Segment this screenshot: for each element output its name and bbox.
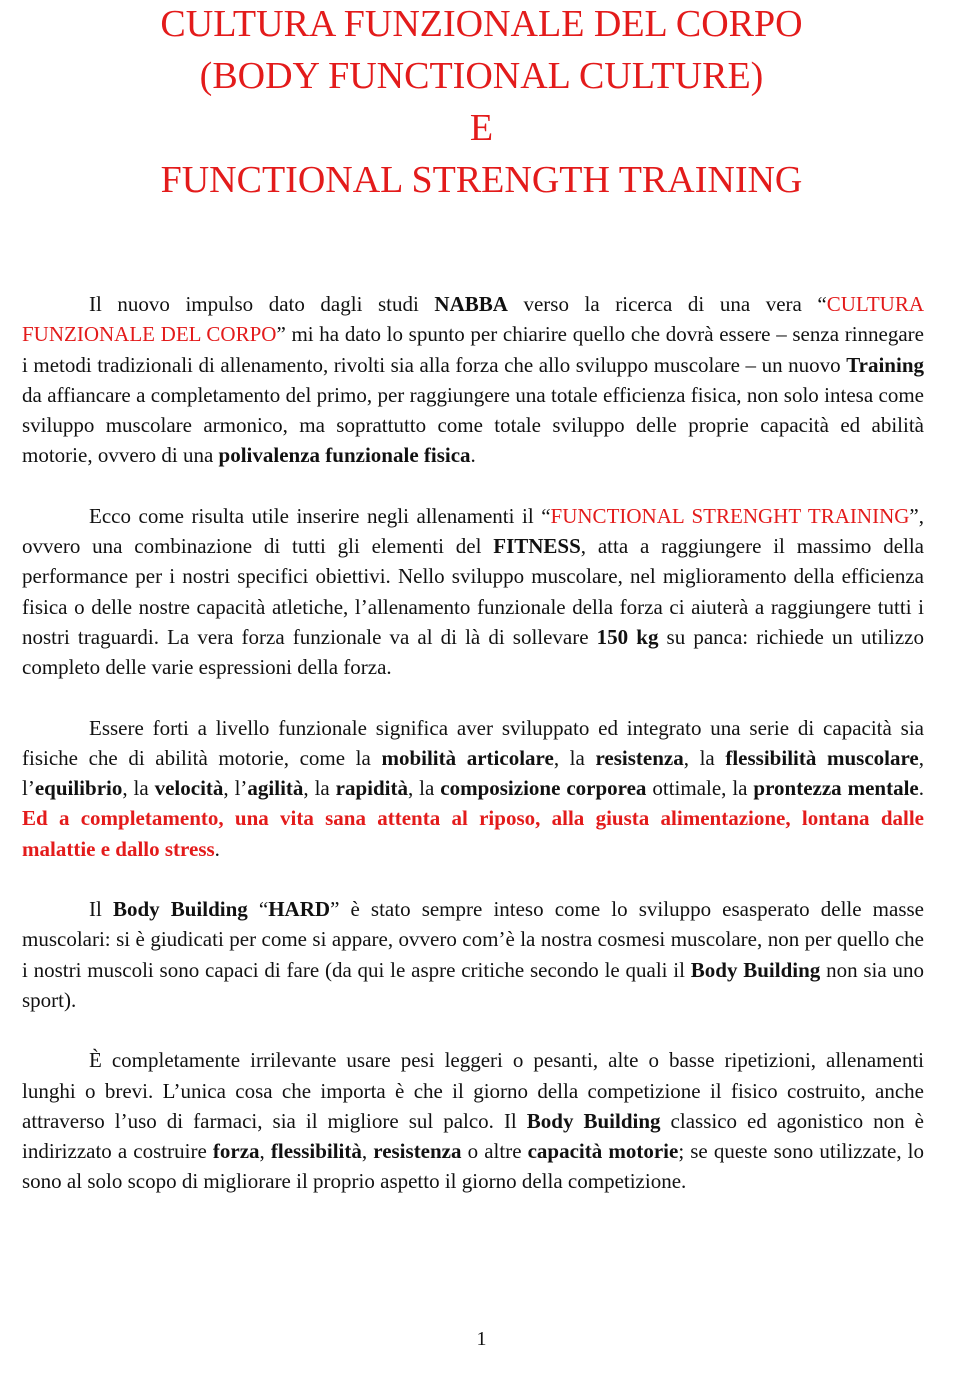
text-span: .: [470, 443, 476, 468]
bold-text: 150 kg: [596, 624, 659, 649]
red-highlight-text: Ed a completamento, una vita sana attenta al riposo, alla giusta alimentazione, lontana dalle malattie e dallo stress: [22, 806, 924, 861]
bold-text: velocità: [154, 776, 224, 801]
document-title: [0, 0, 963, 206]
text-span: , atta a raggiungere il massimo della performance per i nostri specifici obiettivi. Nello sviluppo muscolare, nel miglioramento della efficienza fisica o delle nostre capacità atletiche, l’allenamento funzionale della forza ci aiuterà a raggiungere tutti i nostri traguardi. La vera forza funzionale va al di là di sollevare: [22, 534, 924, 649]
bold-text: resistenza: [373, 1139, 462, 1164]
bold-text: rapidità: [335, 776, 409, 801]
bold-text: agilità: [247, 776, 304, 801]
text-span: non sia uno sport).: [22, 957, 924, 1012]
text-span: Il nuovo impulso dato dagli studi: [89, 292, 435, 316]
text-span: ”, ovvero una combinazione di tutti gli elementi del: [22, 503, 924, 559]
bold-text: capacità motorie: [527, 1139, 679, 1164]
text-span: , la: [303, 776, 336, 801]
bold-text: equilibrio: [34, 776, 123, 801]
title-line-3: E: [469, 107, 494, 149]
text-span: , la: [683, 745, 726, 770]
text-span: Il: [89, 897, 113, 922]
text-span: ,: [259, 1139, 271, 1164]
bold-text: FITNESS: [493, 534, 581, 559]
text-span: o altre: [461, 1139, 528, 1164]
paragraph-4: [22, 894, 924, 1015]
paragraph-1: [22, 289, 924, 471]
text-span: ; se queste sono utilizzate, lo sono al solo scopo di migliorare il proprio aspetto il giorno della competizione.: [22, 1139, 924, 1194]
bold-text: resistenza: [595, 745, 684, 770]
body-text: [22, 289, 924, 1197]
bold-text: composizione corporea: [440, 776, 647, 801]
paragraph-2: [22, 501, 924, 683]
bold-text: flessibilità muscolare: [725, 745, 919, 770]
title-line-2: (BODY FUNCTIONAL CULTURE): [199, 55, 764, 97]
text-span: È completamente irrilevante usare pesi leggeri o pesanti, alte o basse ripetizioni, allenamenti lunghi o brevi. L’unica cosa che importa è che il giorno della competizione il fisico costruito, anche attraverso l’uso di farmaci, sia il migliore sul palco. Il: [22, 1048, 924, 1133]
text-span: ” è stato sempre inteso come lo sviluppo esasperato delle masse muscolari: si è giudicati per come si appare, ovvero com’è la nostra cosmesi muscolare, non per quello che i nostri muscoli sono capaci di fare (da qui le aspre critiche secondo le quali il: [22, 897, 924, 982]
text-span: , la: [408, 776, 441, 801]
paragraph-3: [22, 713, 924, 864]
bold-text: mobilità articolare: [381, 745, 554, 770]
bold-text: Body Building: [526, 1108, 661, 1133]
bold-text: flessibilità: [270, 1139, 362, 1164]
bold-text: Body Building: [112, 897, 248, 922]
title-line-1: CULTURA FUNZIONALE DEL CORPO: [160, 3, 803, 45]
bold-text: polivalenza funzionale fisica: [218, 443, 471, 468]
text-span: su panca: richiede un utilizzo completo delle varie espressioni della forza.: [22, 624, 925, 680]
bold-text: prontezza mentale: [753, 776, 919, 801]
title-line-4: FUNCTIONAL STRENGTH TRAINING: [160, 159, 803, 201]
text-span: , la: [122, 776, 155, 801]
text-span: ottimale, la: [646, 776, 754, 801]
bold-text: Body Building: [690, 957, 821, 982]
text-span: , l’: [22, 745, 924, 801]
text-span: ” mi ha dato lo spunto per chiarire quello che dovrà essere – senza rinnegare i metodi tradizionali di allenamento, rivolti sia alla forza che allo sviluppo muscolare – un nuovo: [22, 322, 924, 377]
bold-text: HARD: [268, 897, 331, 922]
text-span: Essere forti a livello funzionale significa aver sviluppato ed integrato una serie di capacità sia fisiche che di abilità motorie, come la: [22, 715, 924, 770]
text-span: , la: [553, 745, 596, 770]
text-span: da affiancare a completamento del primo, per raggiungere una totale efficienza fisica, non solo intesa come sviluppo muscolare armonico, ma soprattutto come totale sviluppo delle proprie capacità ed abilità motorie, ovvero di una: [22, 382, 924, 468]
text-span: ,: [361, 1139, 374, 1164]
text-span: classico ed agonistico non è indirizzato a costruire: [22, 1108, 925, 1164]
page-number: 1: [476, 1328, 487, 1350]
text-span: verso la ricerca di una vera “: [507, 292, 827, 316]
text-span: , l’: [223, 776, 248, 801]
text-span: Ecco come risulta utile inserire negli allenamenti il “: [89, 503, 551, 528]
red-highlight-text: CULTURA FUNZIONALE DEL CORPO: [22, 292, 924, 347]
text-span: .: [918, 776, 924, 801]
text-span: .: [214, 836, 220, 861]
text-span: “: [247, 897, 269, 922]
paragraph-5: [22, 1045, 924, 1196]
bold-text: forza: [212, 1139, 260, 1164]
bold-text: NABBA: [434, 292, 508, 316]
bold-text: Training: [846, 352, 924, 377]
red-highlight-text: FUNCTIONAL STRENGHT TRAINING: [550, 503, 910, 528]
